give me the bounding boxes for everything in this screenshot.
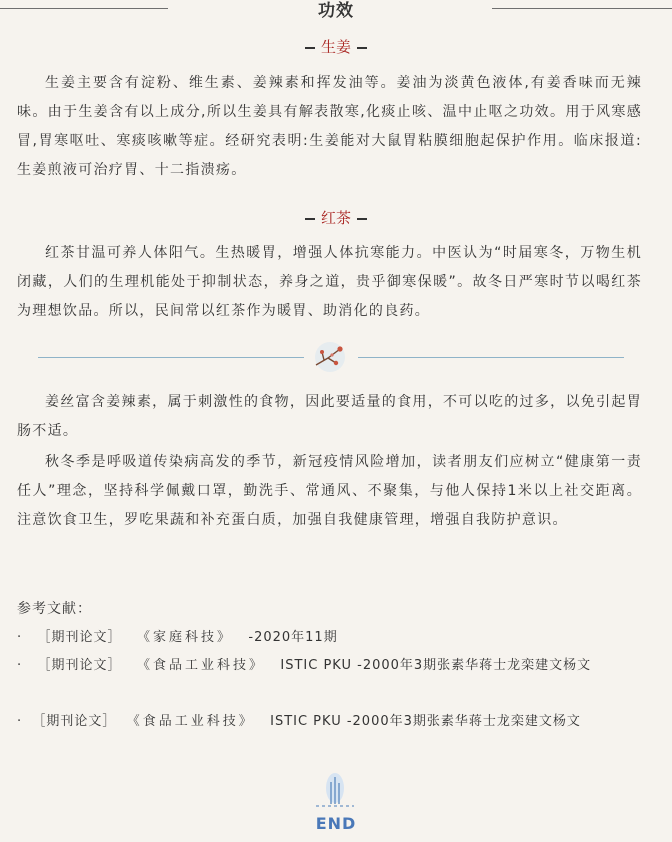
heading-dash-left: [305, 218, 315, 220]
ginger-paragraph: 生姜主要含有淀粉、维生素、姜辣素和挥发油等。姜油为淡黄色液体,有姜香味而无辣味。由于生姜含有以上成分,所以生姜具有解表散寒,化痰止咳、温中止呕之功效。用于风寒感冒,胃寒呕吐、寒痰咳嗽等症。经研究表明:生姜能对大鼠胃粘膜细胞起保护作用。临床报道:生姜煎液可治疗胃、十二指溃疡。: [17, 75, 642, 178]
reference-bullet: ·: [17, 658, 23, 673]
end-label: END: [315, 814, 357, 833]
heading-dash-right: [357, 47, 367, 49]
reference-item: [17, 652, 647, 680]
reference-item: [17, 624, 647, 652]
reference-bullet: ·: [17, 714, 23, 729]
black-tea-paragraph: 红茶甘温可养人体阳气。生热暖胃，增强人体抗寒能力。中医认为“时届寒冬，万物生机闭藏，人们的生理机能处于抑制状态，养身之道，贵乎御寒保暖”。故冬日严寒时节以喝红茶为理想饮品。所以，民间常以红茶作为暖胃、助消化的良药。: [17, 245, 642, 319]
end-ornament-icon: [312, 772, 358, 810]
note-paragraph-2: 秋冬季是呼吸道传染病高发的季节，新冠疫情风险增加，读者朋友们应树立“健康第一责任人”理念，坚持科学佩戴口罩，勤洗手、常通风、不聚集，与他人保持1米以上社交距离。注意饮食卫生，罗吃果蔬和补充蛋白质，加强自我健康管理，增强自我防护意识。: [17, 454, 642, 528]
reference-journal: 《家庭科技》: [136, 630, 233, 645]
reference-type: ［期刊论文］: [32, 714, 117, 729]
references-title: 参考文献：: [17, 601, 92, 617]
ginger-heading: [0, 36, 672, 57]
reference-detail: -2020年11期: [248, 630, 338, 645]
heading-dash-left: [305, 47, 315, 49]
divider-left: [38, 357, 304, 358]
reference-detail: ISTIC PKU -2000年3期张素华蒋士龙栾建文杨文: [270, 714, 581, 729]
plum-blossom-icon: [310, 341, 350, 373]
ginger-heading-label: 生姜: [320, 38, 351, 56]
reference-type: ［期刊论文］: [37, 658, 122, 673]
reference-type: ［期刊论文］: [37, 630, 122, 645]
divider-right: [358, 357, 624, 358]
reference-journal: 《食品工业科技》: [126, 714, 255, 729]
black-tea-heading: [0, 207, 672, 228]
black-tea-heading-label: 红茶: [320, 209, 351, 227]
note-paragraph-1: 姜丝富含姜辣素，属于刺激性的食物，因此要适量的食用，不可以吃的过多，以免引起胃肠不适。: [17, 394, 642, 439]
reference-detail: ISTIC PKU -2000年3期张素华蒋士龙栾建文杨文: [280, 658, 592, 673]
reference-item: [17, 708, 647, 736]
reference-journal: 《食品工业科技》: [136, 658, 265, 673]
section-title: 功效: [318, 1, 354, 21]
reference-bullet: ·: [17, 630, 23, 645]
heading-dash-right: [357, 218, 367, 220]
